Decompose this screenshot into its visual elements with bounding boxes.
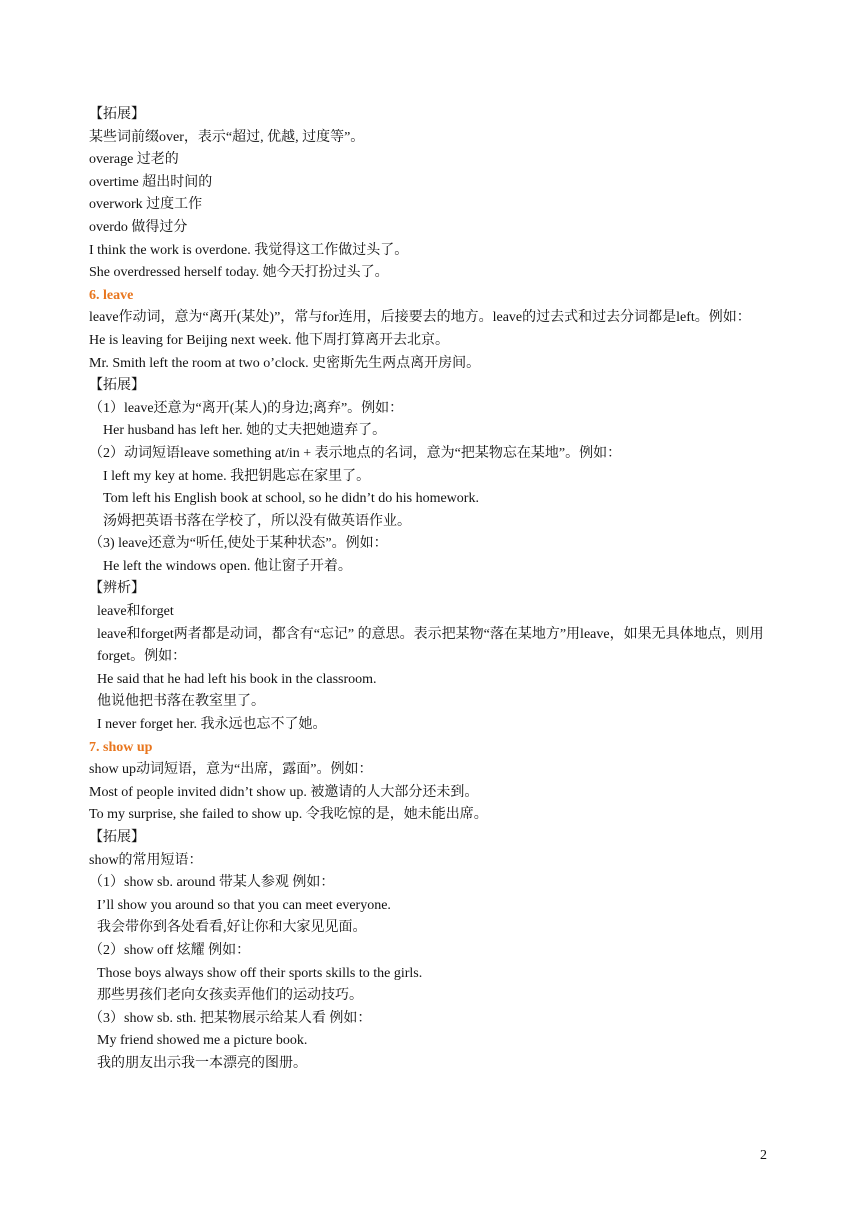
text-line: He is leaving for Beijing next week. 他下周打算离开去北京。 — [89, 332, 450, 348]
text-line: （2）show off 炫耀 例如： — [89, 942, 251, 958]
paragraph-line: leave和forget两者都是动词，都含有“忘记” 的意思。表示把某物“落在某地方”用leave，如果无具体地点，则用forget。例如： — [97, 626, 764, 665]
section-heading: 6. leave — [89, 287, 134, 303]
text-line: 某些词前缀over，表示“超过, 优越, 过度等”。 — [89, 129, 365, 145]
text-line: show up动词短语，意为“出席，露面”。例如： — [89, 762, 373, 778]
text-line: （1）show sb. around 带某人参观 例如： — [89, 875, 335, 891]
text-line: I left my key at home. 我把钥匙忘在家里了。 — [103, 468, 371, 484]
text-line: 那些男孩们老向女孩卖弄他们的运动技巧。 — [97, 988, 363, 1004]
text-line: 【拓展】 — [89, 378, 145, 394]
text-line: I think the work is overdone. 我觉得这工作做过头了。 — [89, 242, 409, 258]
text-line: overwork 过度工作 — [89, 197, 203, 213]
text-line: Most of people invited didn’t show up. 被邀请的人大部分还未到。 — [89, 784, 479, 800]
text-line: （1）leave还意为“离开(某人)的身边;离弃”。例如： — [89, 400, 404, 416]
text-line: （3) leave还意为“听任,使处于某种状态”。例如： — [89, 536, 388, 552]
text-line: Those boys always show off their sports skills to the girls. — [97, 965, 423, 981]
section-heading: 7. show up — [89, 739, 153, 755]
page-number: 2 — [760, 1148, 767, 1163]
text-line: overdo 做得过分 — [89, 219, 188, 235]
text-line: 【辨析】 — [89, 581, 145, 597]
text-line: 【拓展】 — [89, 830, 145, 845]
text-line: （2）动词短语leave something at/in + 表示地点的名词，意为“把某物忘在某地”。例如： — [89, 445, 622, 461]
text-line: leave和forget — [97, 604, 174, 620]
text-line: 汤姆把英语书落在学校了，所以没有做英语作业。 — [103, 513, 411, 529]
text-line: 他说他把书落在教室里了。 — [97, 694, 265, 710]
text-line: I never forget her. 我永远也忘不了她。 — [97, 717, 327, 733]
text-line: Tom left his English book at school, so he didn’t do his homework. — [103, 491, 479, 507]
text-line: To my surprise, she failed to show up. 令我吃惊的是，她未能出席。 — [89, 807, 488, 823]
text-line: show的常用短语： — [89, 852, 203, 868]
text-line: Mr. Smith left the room at two o’clock. 史密斯先生两点离开房间。 — [89, 355, 481, 371]
text-line: Her husband has left her. 她的丈夫把她遗弃了。 — [103, 423, 387, 439]
text-line: overage 过老的 — [89, 152, 179, 168]
text-line: 【拓展】 — [89, 107, 145, 122]
text-line: She overdressed herself today. 她今天打扮过头了。 — [89, 265, 389, 281]
text-line: overtime 超出时间的 — [89, 174, 213, 190]
paragraph-line: leave作动词，意为“离开(某处)”，常与for连用，后接要去的地方。leave的过去式和过去分词都是left。例如： — [89, 310, 751, 326]
text-line: He said that he had left his book in the classroom. — [97, 671, 377, 687]
text-line: I’ll show you around so that you can meet everyone. — [97, 897, 391, 913]
text-line: My friend showed me a picture book. — [97, 1033, 308, 1049]
text-line: 我会带你到各处看看,好让你和大家见见面。 — [97, 920, 367, 936]
page-content — [89, 104, 779, 1076]
text-line: He left the windows open. 他让窗子开着。 — [103, 558, 352, 574]
text-line: （3）show sb. sth. 把某物展示给某人看 例如： — [89, 1010, 372, 1026]
text-line: 我的朋友出示我一本漂亮的图册。 — [97, 1055, 307, 1071]
